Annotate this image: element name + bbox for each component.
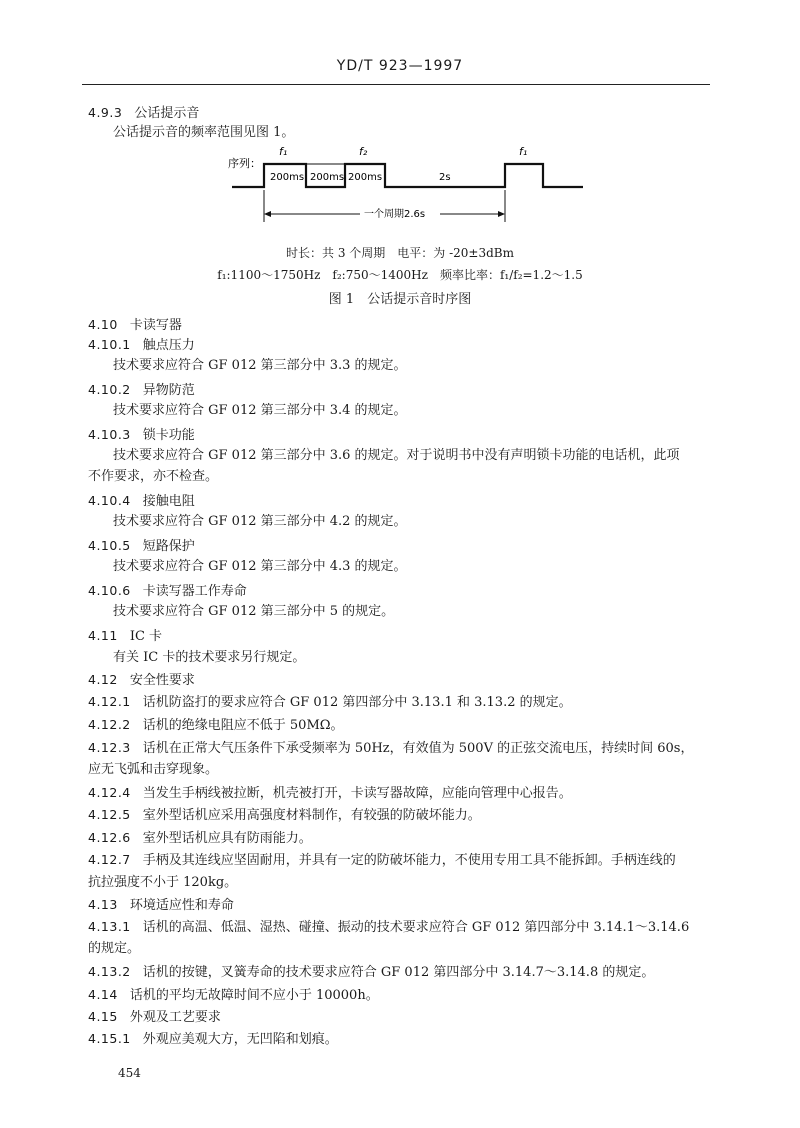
f2-label: f₂ (359, 145, 368, 158)
section-4-10-3-text-cont: 不作要求，亦不检查。 (88, 469, 219, 484)
section-number: 4.10 (88, 317, 118, 332)
figure-caption-2: f₁:1100～1750Hz f₂:750～1400Hz 频率比率：f₁/f₂=1.2～1.5 (217, 268, 583, 282)
segment-label-2: 200ms (310, 172, 345, 183)
section-number: 4.12.5 (88, 807, 131, 822)
arrow-head-left (264, 211, 271, 217)
section-number: 4.12.4 (88, 785, 131, 800)
page-number: 454 (118, 1066, 141, 1080)
section-4-11-heading (88, 627, 162, 646)
section-4-13-1-cont: 的规定。 (88, 941, 141, 956)
section-text: 话机防盗打的要求应符合 GF 012 第四部分中 3.13.1 和 3.13.2 的规定。 (142, 695, 572, 710)
section-4-10-3-text: 技术要求应符合 GF 012 第三部分中 3.6 的规定。对于说明书中没有声明锁卡功能的电话机，此项 (113, 448, 680, 463)
section-title: 触点压力 (142, 338, 195, 353)
section-text: 话机在正常大气压条件下承受频率为 50Hz，有效值为 500V 的正弦交流电压，持续时间 60s， (142, 741, 694, 756)
section-4-12-2 (88, 716, 344, 735)
section-number: 4.10.5 (88, 538, 131, 553)
sequence-label: 序列： (228, 157, 261, 170)
section-text: 手柄及其连线应坚固耐用，并具有一定的防破坏能力，不使用专用工具不能拆卸。手柄连线的 (142, 853, 676, 868)
header-rule (82, 84, 710, 85)
section-text: 话机的平均无故障时间不应小于 10000h。 (129, 988, 379, 1003)
section-title: 锁卡功能 (142, 428, 195, 443)
section-4-12-3-cont: 应无飞弧和击穿现象。 (88, 762, 219, 777)
document-code: YD/T 923—1997 (336, 58, 464, 74)
figure-caption-1: 时长：共 3 个周期 电平：为 -20±3dBm (286, 246, 514, 260)
period-label: 一个周期2.6s (364, 209, 426, 220)
section-4-10-2-text: 技术要求应符合 GF 012 第三部分中 3.4 的规定。 (113, 403, 407, 418)
segment-label-3: 200ms (348, 172, 383, 183)
section-title: 安全性要求 (129, 673, 195, 688)
section-number: 4.12.3 (88, 740, 131, 755)
section-number: 4.14 (88, 987, 118, 1002)
section-4-10-heading (88, 316, 182, 335)
section-text: 话机的按键，叉簧寿命的技术要求应符合 GF 012 第四部分中 3.14.7～3.14.8 的规定。 (142, 965, 655, 980)
section-4-10-1-heading (88, 336, 195, 355)
section-4-14 (88, 986, 379, 1005)
section-text: 话机的绝缘电阻应不低于 50MΩ。 (142, 718, 344, 733)
section-number: 4.15 (88, 1009, 118, 1024)
section-title: 卡读写器 (129, 318, 182, 333)
section-number: 4.13.1 (88, 919, 131, 934)
section-number: 4.13.2 (88, 964, 131, 979)
section-number: 4.10.6 (88, 583, 131, 598)
section-title: 异物防范 (142, 383, 195, 398)
section-title: IC 卡 (129, 629, 163, 644)
f1-label-repeat: f₁ (519, 145, 528, 158)
section-4-10-4-heading (88, 492, 195, 511)
section-number: 4.10.2 (88, 382, 131, 397)
section-4-10-3-heading (88, 426, 195, 445)
section-4-10-6-text: 技术要求应符合 GF 012 第三部分中 5 的规定。 (113, 604, 395, 619)
section-4-13-1 (88, 918, 689, 937)
section-title: 公话提示音 (134, 106, 200, 121)
section-4-12-1 (88, 693, 572, 712)
section-number: 4.11 (88, 628, 118, 643)
section-4-12-4 (88, 784, 572, 803)
section-text: 外观应美观大方，无凹陷和划痕。 (142, 1032, 338, 1047)
section-4-12-5 (88, 806, 481, 825)
section-4-12-7 (88, 851, 676, 870)
section-title: 外观及工艺要求 (129, 1010, 221, 1025)
section-title: 短路保护 (142, 539, 195, 554)
section-4-9-3-heading (88, 104, 199, 123)
section-number: 4.10.1 (88, 337, 131, 352)
section-4-10-6-heading (88, 582, 247, 601)
section-number: 4.12.2 (88, 717, 131, 732)
section-text: 话机的高温、低温、湿热、碰撞、振动的技术要求应符合 GF 012 第四部分中 3.14.1～3.14.6 (142, 920, 690, 935)
section-4-12-heading (88, 671, 195, 690)
section-4-11-text: 有关 IC 卡的技术要求另行规定。 (113, 650, 306, 665)
section-number: 4.10.3 (88, 427, 131, 442)
section-number: 4.13 (88, 897, 118, 912)
section-number: 4.9.3 (88, 105, 123, 120)
section-number: 4.12.7 (88, 852, 131, 867)
section-number: 4.12.6 (88, 830, 131, 845)
figure-title: 图 1 公话提示音时序图 (328, 292, 472, 307)
section-4-12-7-cont: 抗拉强度不小于 120kg。 (88, 875, 238, 890)
segment-label-1: 200ms (270, 172, 305, 183)
section-4-10-5-heading (88, 537, 195, 556)
section-4-12-6 (88, 829, 312, 848)
section-4-10-5-text: 技术要求应符合 GF 012 第三部分中 4.3 的规定。 (113, 559, 407, 574)
section-number: 4.10.4 (88, 493, 131, 508)
timing-diagram (0, 138, 800, 248)
section-text: 室外型话机应具有防雨能力。 (142, 831, 312, 846)
section-4-15-heading (88, 1008, 221, 1027)
section-title: 接触电阻 (142, 494, 195, 509)
segment-label-4: 2s (439, 172, 451, 183)
section-4-9-3-text: 公话提示音的频率范围见图 1。 (113, 125, 295, 140)
section-4-10-4-text: 技术要求应符合 GF 012 第三部分中 4.2 的规定。 (113, 514, 407, 529)
f1-label: f₁ (279, 145, 288, 158)
section-title: 环境适应性和寿命 (129, 898, 234, 913)
section-4-13-heading (88, 896, 234, 915)
section-4-13-2 (88, 963, 654, 982)
section-number: 4.12 (88, 672, 118, 687)
section-title: 卡读写器工作寿命 (142, 584, 247, 599)
section-4-10-1-text: 技术要求应符合 GF 012 第三部分中 3.3 的规定。 (113, 358, 407, 373)
section-text: 室外型话机应采用高强度材料制作，有较强的防破坏能力。 (142, 808, 481, 823)
section-text: 当发生手柄线被拉断，机壳被打开，卡读写器故障，应能向管理中心报告。 (142, 786, 572, 801)
section-number: 4.12.1 (88, 694, 131, 709)
section-4-12-3 (88, 739, 693, 758)
section-number: 4.15.1 (88, 1031, 131, 1046)
section-4-15-1 (88, 1030, 338, 1049)
arrow-head-right (498, 211, 505, 217)
section-4-10-2-heading (88, 381, 195, 400)
